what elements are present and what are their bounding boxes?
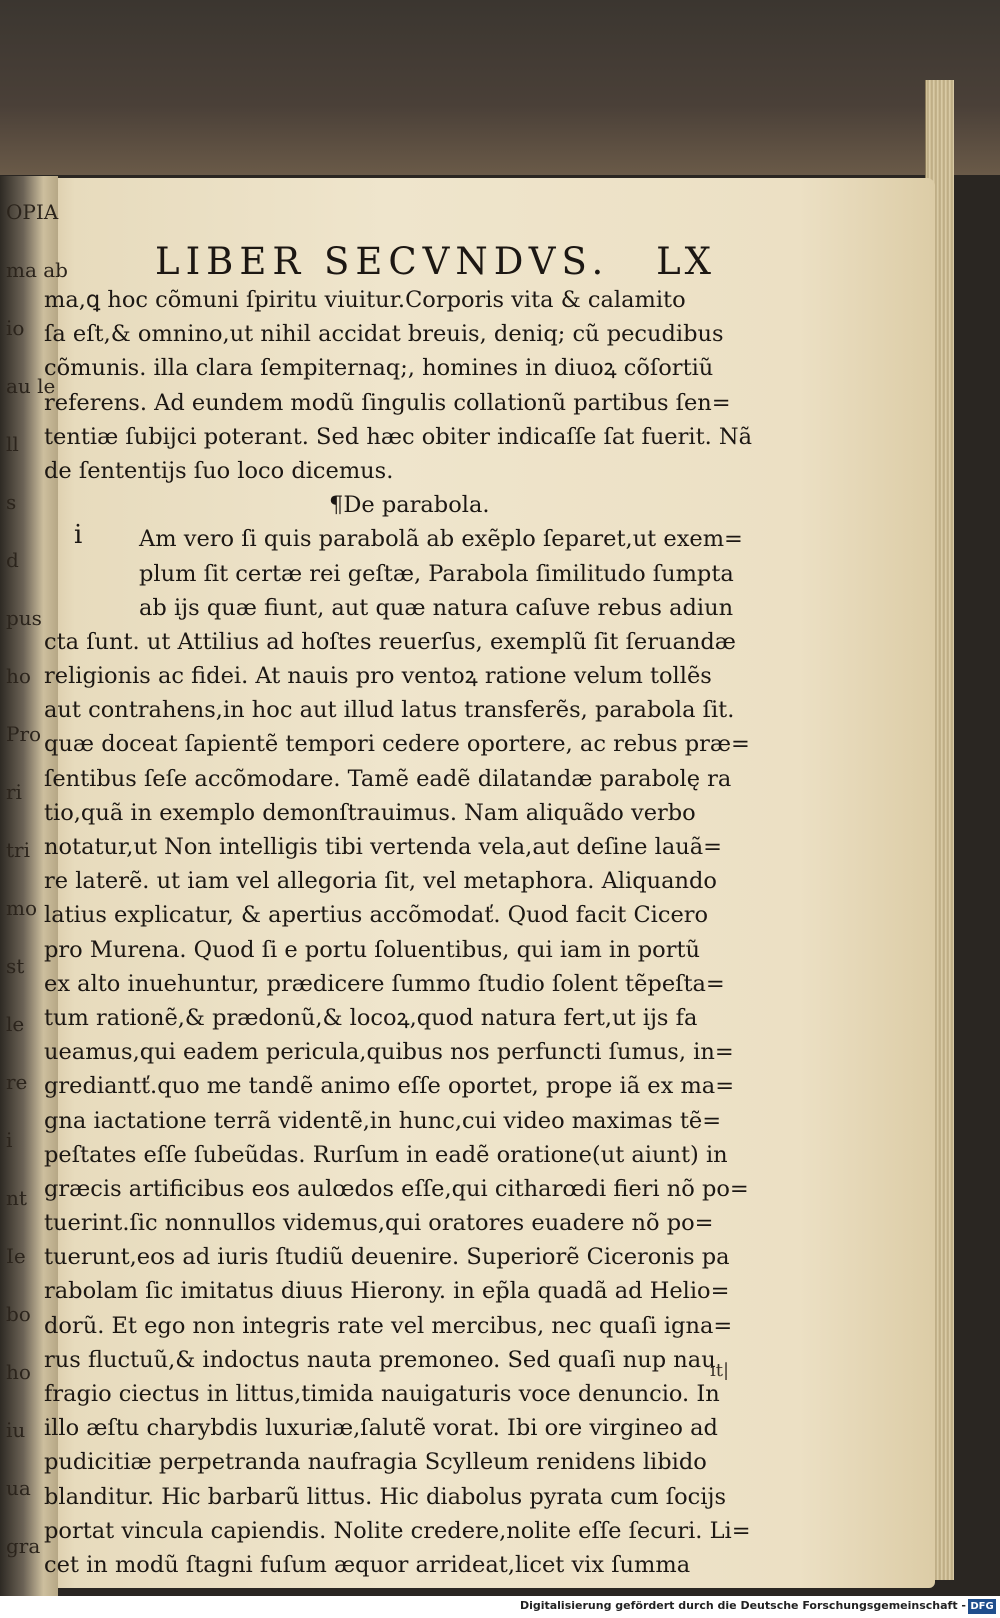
- text-line: cet in modũ ſtagni fuſum æquor arrideat,licet vix ſumma: [44, 1551, 691, 1578]
- facing-page-fragment: ua: [6, 1476, 31, 1500]
- text-line: Am vero ſi quis parabolã ab exẽplo ſeparet,ut exem=: [139, 526, 743, 553]
- ink-mark: ıt|: [710, 1360, 730, 1381]
- facing-page-fragment: ma ab: [6, 258, 68, 282]
- text-line: tuerunt,eos ad iuris ſtudiũ deuenire. Superiorẽ Ciceronis pa: [44, 1244, 730, 1271]
- text-line: fragio ciectus in littus,timida nauigaturis voce denuncio. In: [44, 1381, 720, 1407]
- text-line: tentiæ ſubijci poterant. Sed hæc obiter indicaſſe ſat fuerit. Nã: [44, 423, 753, 450]
- facing-page-fragment: nt: [6, 1186, 27, 1210]
- text-line: tum rationẽ,& prædonũ,& locoꝝ,quod natura fert,ut ijs fa: [44, 1004, 698, 1031]
- text-line: gna iactatione terrã videntẽ,in hunc,cui video maximas tẽ=: [44, 1107, 722, 1134]
- text-line: rus fluctuũ,& indoctus nauta premoneo. Sed quaſi nup nau: [44, 1346, 716, 1373]
- text-line: pudicitiæ perpetranda naufragia Scylleum renidens libido: [44, 1449, 707, 1476]
- facing-page-fragment: ho: [6, 664, 31, 688]
- text-line: aut contrahens,in hoc aut illud latus transferẽs, parabola ſit.: [44, 697, 735, 724]
- paragraph-parabola: [44, 522, 751, 1582]
- text-line: tio,quã in exemplo demonſtrauimus. Nam aliquãdo verbo: [44, 799, 696, 826]
- book-cover: [0, 0, 1000, 175]
- text-line: quæ doceat ſapientẽ tempori cedere oportere, ac rebus præ=: [44, 731, 750, 758]
- folio-number: LX: [656, 240, 715, 283]
- facing-page-fragment: pus: [6, 606, 42, 630]
- text-line: cta ſunt. ut Attilius ad hoſtes reuerſus, exemplũ ſit ſeruandæ: [44, 628, 736, 655]
- text-line: latius explicatur, & apertius accõmodať. Quod facit Cicero: [44, 902, 709, 929]
- facing-page-fragment: au le: [6, 374, 56, 398]
- section-heading: ¶De parabola.: [329, 492, 490, 519]
- text-line: ſa eſt,& omnino,ut nihil accidat breuis, deniq; cũ pecudibus: [44, 321, 724, 348]
- text-line: cõmunis. illa clara ſempiternaq;, homines in diuoꝝ cõſortiũ: [44, 355, 714, 382]
- text-line: ueamus,qui eadem pericula,quibus nos perfuncti ſumus, in=: [44, 1039, 734, 1066]
- text-line: portat vincula capiendis. Nolite credere,nolite eſſe ſecuri. Li=: [44, 1517, 751, 1544]
- text-line: ſentibus ſeſe accõmodare. Tamẽ eadẽ dilatandæ parabolę ra: [44, 765, 732, 792]
- facing-page-fragment: gra: [6, 1534, 41, 1558]
- facing-page-fragment: OPIA: [6, 200, 59, 224]
- text-line: plum ſit certæ rei geſtæ, Parabola ſimilitudo ſumpta: [139, 560, 734, 587]
- marginal-letter: i: [74, 520, 83, 550]
- facing-page-fragment: le: [6, 1012, 25, 1036]
- digitization-credit: Digitalisierung gefördert durch die Deutsche Forschungsgemeinschaft -: [519, 1599, 966, 1612]
- facing-page-fragment: i: [6, 1128, 13, 1152]
- text-line: re laterẽ. ut iam vel allegoria ſit, vel metaphora. Aliquando: [44, 868, 717, 895]
- facing-page-fragment: s: [6, 490, 17, 514]
- text-line: ma,ꝗ hoc cõmuni ſpiritu viuitur.Corporis vita & calamito: [44, 287, 686, 313]
- facing-page-fragment: Pro: [6, 722, 42, 746]
- facing-page-fragment: Ie: [6, 1244, 26, 1268]
- facing-page-fragment: iu: [6, 1418, 26, 1442]
- text-line: notatur,ut Non intelligis tibi vertenda vela,aut deſine lauã=: [44, 834, 722, 860]
- text-line: græcis artificibus eos aulœdos eſſe,qui citharœdi fieri nõ po=: [44, 1175, 749, 1202]
- text-line: rabolam ſic imitatus diuus Hierony. in ep̃la quadã ad Helio=: [44, 1278, 730, 1305]
- header-title: LIBER SECVNDVS.: [155, 240, 610, 283]
- text-line: ex alto inuehuntur, prædicere ſummo ſtudio ſolent tẽpeſta=: [44, 970, 725, 997]
- facing-page-fragment: ho: [6, 1360, 31, 1384]
- text-body: [44, 283, 753, 1582]
- facing-page-fragment: ri: [6, 780, 22, 804]
- text-line: referens. Ad eundem modũ ſingulis collationũ partibus ſen=: [44, 389, 731, 416]
- text-line: ab ijs quæ fiunt, aut quæ natura caſuve rebus adiun: [139, 594, 734, 621]
- text-line: illo æſtu charybdis luxuriæ,ſalutẽ vorat. Ibi ore virgineo ad: [44, 1415, 718, 1442]
- text-line: grediantť.quo me tandẽ animo eſſe oportet, prope iã ex ma=: [44, 1073, 735, 1100]
- facing-page-fragment: mo: [6, 896, 38, 920]
- facing-page-fragment: tri: [6, 838, 30, 862]
- text-line: de ſententijs ſuo loco dicemus.: [44, 457, 394, 484]
- facing-page-fragment: d: [6, 548, 19, 572]
- facing-page-fragment: re: [6, 1070, 28, 1094]
- text-line: peſtates eſſe ſubeũdas. Rurſum in eadẽ oratione(ut aiunt) in: [44, 1141, 728, 1168]
- facing-page-fragment: io: [6, 316, 25, 340]
- text-line: pro Murena. Quod ſi e portu ſoluentibus, qui iam in portũ: [44, 936, 701, 963]
- text-line: religionis ac fidei. At nauis pro ventoꝝ ratione velum tollẽs: [44, 663, 712, 690]
- text-line: dorũ. Et ego non integris rate vel mercibus, nec quaſi igna=: [44, 1312, 733, 1339]
- facing-page-fragment: bo: [6, 1302, 31, 1326]
- facing-page-fragment: st: [6, 954, 25, 978]
- dfg-logo: DFG: [968, 1599, 996, 1614]
- text-line: tuerint.ſic nonnullos videmus,qui oratores euadere nõ po=: [44, 1210, 714, 1237]
- facing-page-fragment: ll: [6, 432, 19, 456]
- text-line: blanditur. Hic barbarũ littus. Hic diabolus pyrata cum ſocijs: [44, 1483, 726, 1510]
- paragraph-before-heading: [44, 283, 753, 488]
